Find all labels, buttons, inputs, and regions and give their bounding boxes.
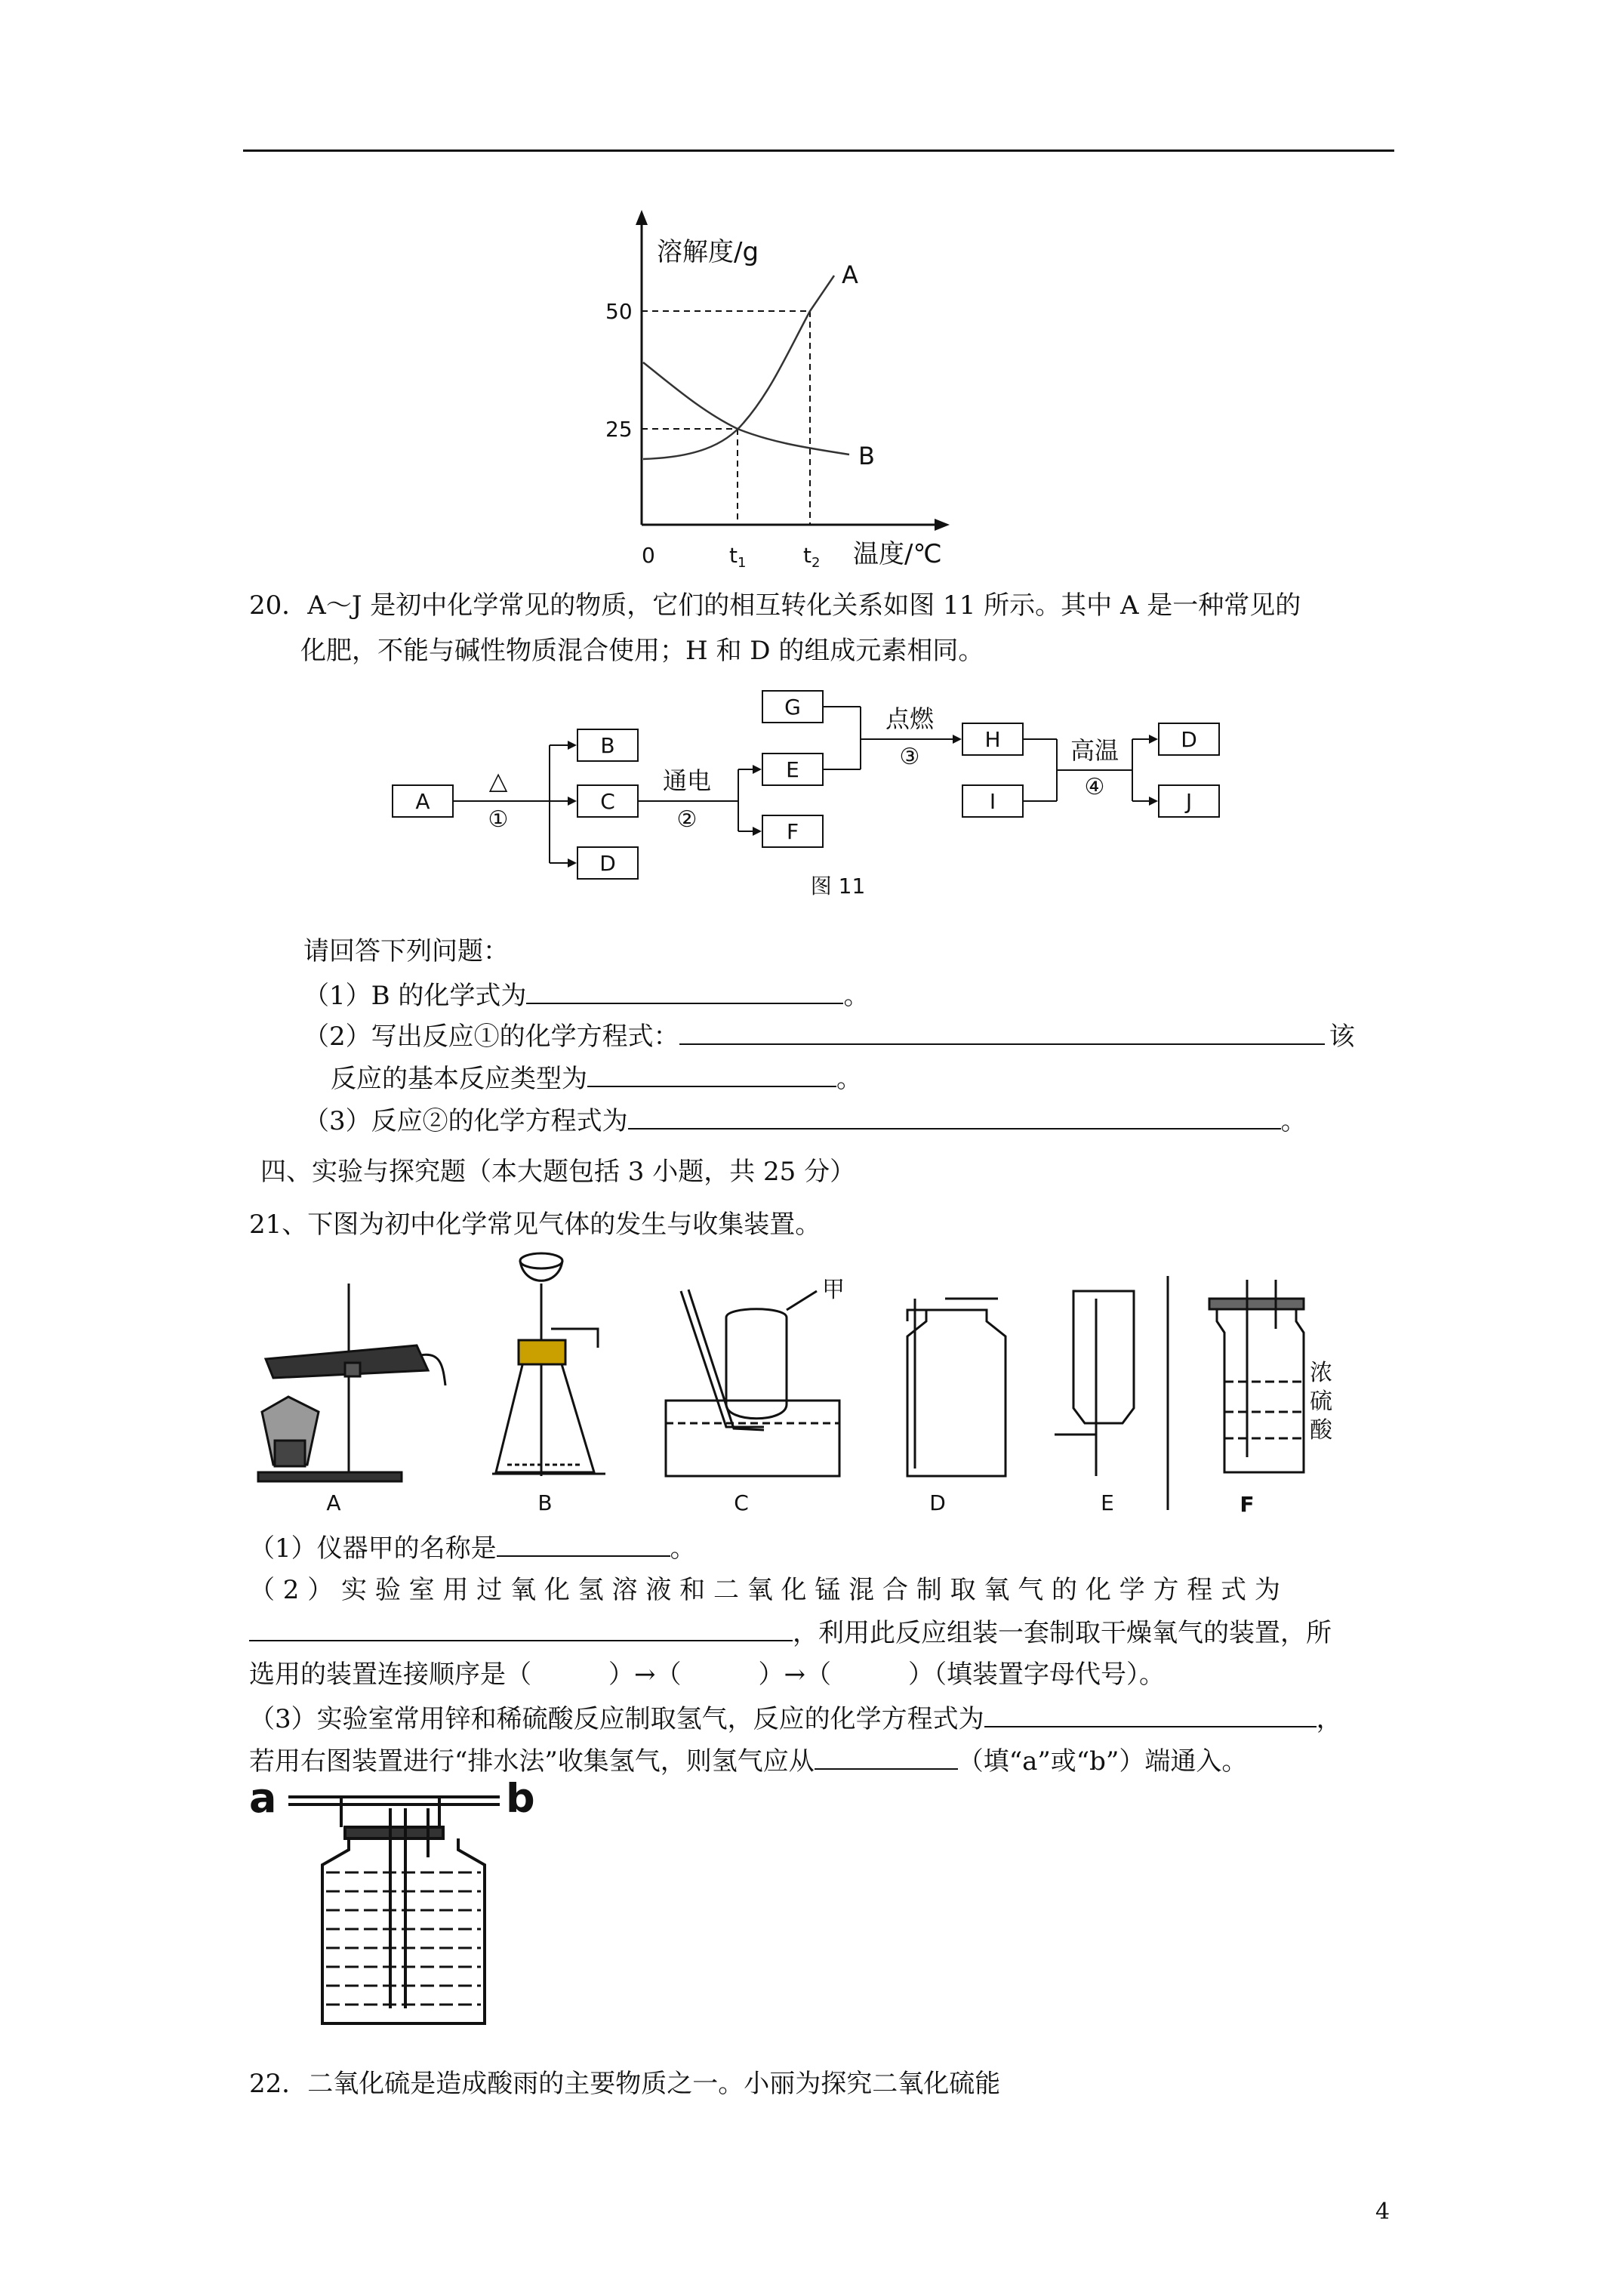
section4-heading: 四、实验与探究题（本大题包括 3 小题，共 25 分） xyxy=(260,1157,856,1187)
q20-sub2b: 反应的基本反应类型为 。 xyxy=(331,1064,862,1094)
svg-text:E: E xyxy=(1101,1490,1114,1515)
cond-num1: ① xyxy=(488,806,509,833)
answer-blank[interactable] xyxy=(497,1533,670,1557)
answer-blank[interactable] xyxy=(249,1617,793,1641)
cond-electrolysis: 通电 xyxy=(662,766,712,795)
x-axis-arrow xyxy=(935,519,950,531)
q20-sub2a: （2）写出反应①的化学方程式： 该 xyxy=(303,1022,1355,1052)
svg-text:J: J xyxy=(1185,789,1193,814)
svg-text:F: F xyxy=(786,819,799,844)
curve-B xyxy=(643,362,849,455)
svg-text:B: B xyxy=(600,733,615,758)
port-a: a xyxy=(249,1782,277,1822)
svg-text:A: A xyxy=(415,789,430,814)
cond-num4: ④ xyxy=(1084,774,1105,800)
svg-text:B: B xyxy=(537,1490,553,1515)
apparatus-figure xyxy=(243,1238,1345,1518)
cond-ignite: 点燃 xyxy=(885,704,935,733)
q21-sub2c: 选用的装置连接顺序是（ ）→（ ）→（ ）（填装置字母代号）。 xyxy=(249,1660,1165,1690)
q20-sub1: （1）B 的化学式为 。 xyxy=(303,981,870,1011)
svg-text:D: D xyxy=(1181,727,1197,752)
solubility-chart xyxy=(589,204,981,574)
svg-text:I: I xyxy=(989,789,996,814)
origin-label: 0 xyxy=(642,543,655,568)
q20-line2: 化肥，不能与碱性物质混合使用；H 和 D 的组成元素相同。 xyxy=(300,636,984,666)
port-b: b xyxy=(506,1782,535,1822)
label-acid-1: 浓 xyxy=(1310,1360,1332,1386)
q20-prompt: 请回答下列问题： xyxy=(303,936,509,966)
answer-blank[interactable] xyxy=(815,1746,958,1770)
y-axis-label: 溶解度/g xyxy=(657,237,759,267)
label-acid-2: 硫 xyxy=(1310,1388,1332,1415)
header-rule xyxy=(243,149,1394,152)
q20-line1: 20．A～J 是初中化学常见的物质，它们的相互转化关系如图 11 所示。其中 A 是一种常见的 xyxy=(249,590,1301,621)
tick-50: 50 xyxy=(605,299,633,324)
q21-sub1: （1）仪器甲的名称是 。 xyxy=(249,1533,696,1564)
svg-text:C: C xyxy=(734,1490,749,1515)
answer-blank[interactable] xyxy=(984,1703,1317,1727)
figure-caption: 图 11 xyxy=(810,874,866,898)
svg-text:A: A xyxy=(326,1490,341,1515)
answer-blank[interactable] xyxy=(587,1063,836,1087)
series-label-B: B xyxy=(858,442,875,470)
svg-text:D: D xyxy=(599,851,616,876)
tick-25: 25 xyxy=(605,417,633,442)
cond-heat: △ xyxy=(488,766,508,795)
q20-sub3: （3）反应②的化学方程式为 。 xyxy=(303,1106,1307,1136)
q21-sub3a: （3）实验室常用锌和稀硫酸反应制取氢气，反应的化学方程式为 ， xyxy=(249,1704,1342,1734)
answer-blank[interactable] xyxy=(679,1021,1325,1045)
y-axis-arrow xyxy=(636,210,648,225)
answer-blank[interactable] xyxy=(628,1105,1281,1130)
x-axis-label: 温度/℃ xyxy=(853,539,942,569)
answer-blank[interactable] xyxy=(526,980,843,1004)
cond-hightemp: 高温 xyxy=(1070,736,1119,765)
svg-text:H: H xyxy=(984,727,1001,752)
svg-text:F: F xyxy=(1240,1492,1255,1517)
cond-num3: ③ xyxy=(899,744,920,770)
svg-text:C: C xyxy=(600,789,615,814)
label-jia: 甲 xyxy=(822,1277,845,1303)
curve-A xyxy=(643,276,834,459)
q21-sub3b: 若用右图装置进行“排水法”收集氢气，则氢气应从 （填“a”或“b”）端通入。 xyxy=(249,1746,1248,1777)
series-label-A: A xyxy=(842,260,858,289)
svg-text:G: G xyxy=(784,695,801,720)
tick-t1: $t_1$ xyxy=(729,543,747,571)
reaction-flow-diagram xyxy=(377,680,1283,921)
page-number: 4 xyxy=(1375,2199,1390,2225)
svg-text:E: E xyxy=(786,757,799,782)
cond-num2: ② xyxy=(676,806,698,833)
q21-intro: 21、下图为初中化学常见气体的发生与收集装置。 xyxy=(249,1210,821,1240)
svg-text:D: D xyxy=(929,1490,946,1515)
q21-sub2b: ，利用此反应组装一套制取干燥氧气的装置，所 xyxy=(249,1617,1332,1648)
collection-bottle-figure xyxy=(243,1782,590,2039)
q21-sub2a: （ 2 ） 实 验 室 用 过 氧 化 氢 溶 液 和 二 氧 化 锰 混 合 制 取 氧 气 的 化 学 方 程 式 为 xyxy=(249,1575,1280,1605)
label-acid-3: 酸 xyxy=(1310,1417,1332,1444)
q22-line1: 22．二氧化硫是造成酸雨的主要物质之一。小丽为探究二氧化硫能 xyxy=(249,2069,1001,2099)
tick-t2: $t_2$ xyxy=(803,543,821,571)
